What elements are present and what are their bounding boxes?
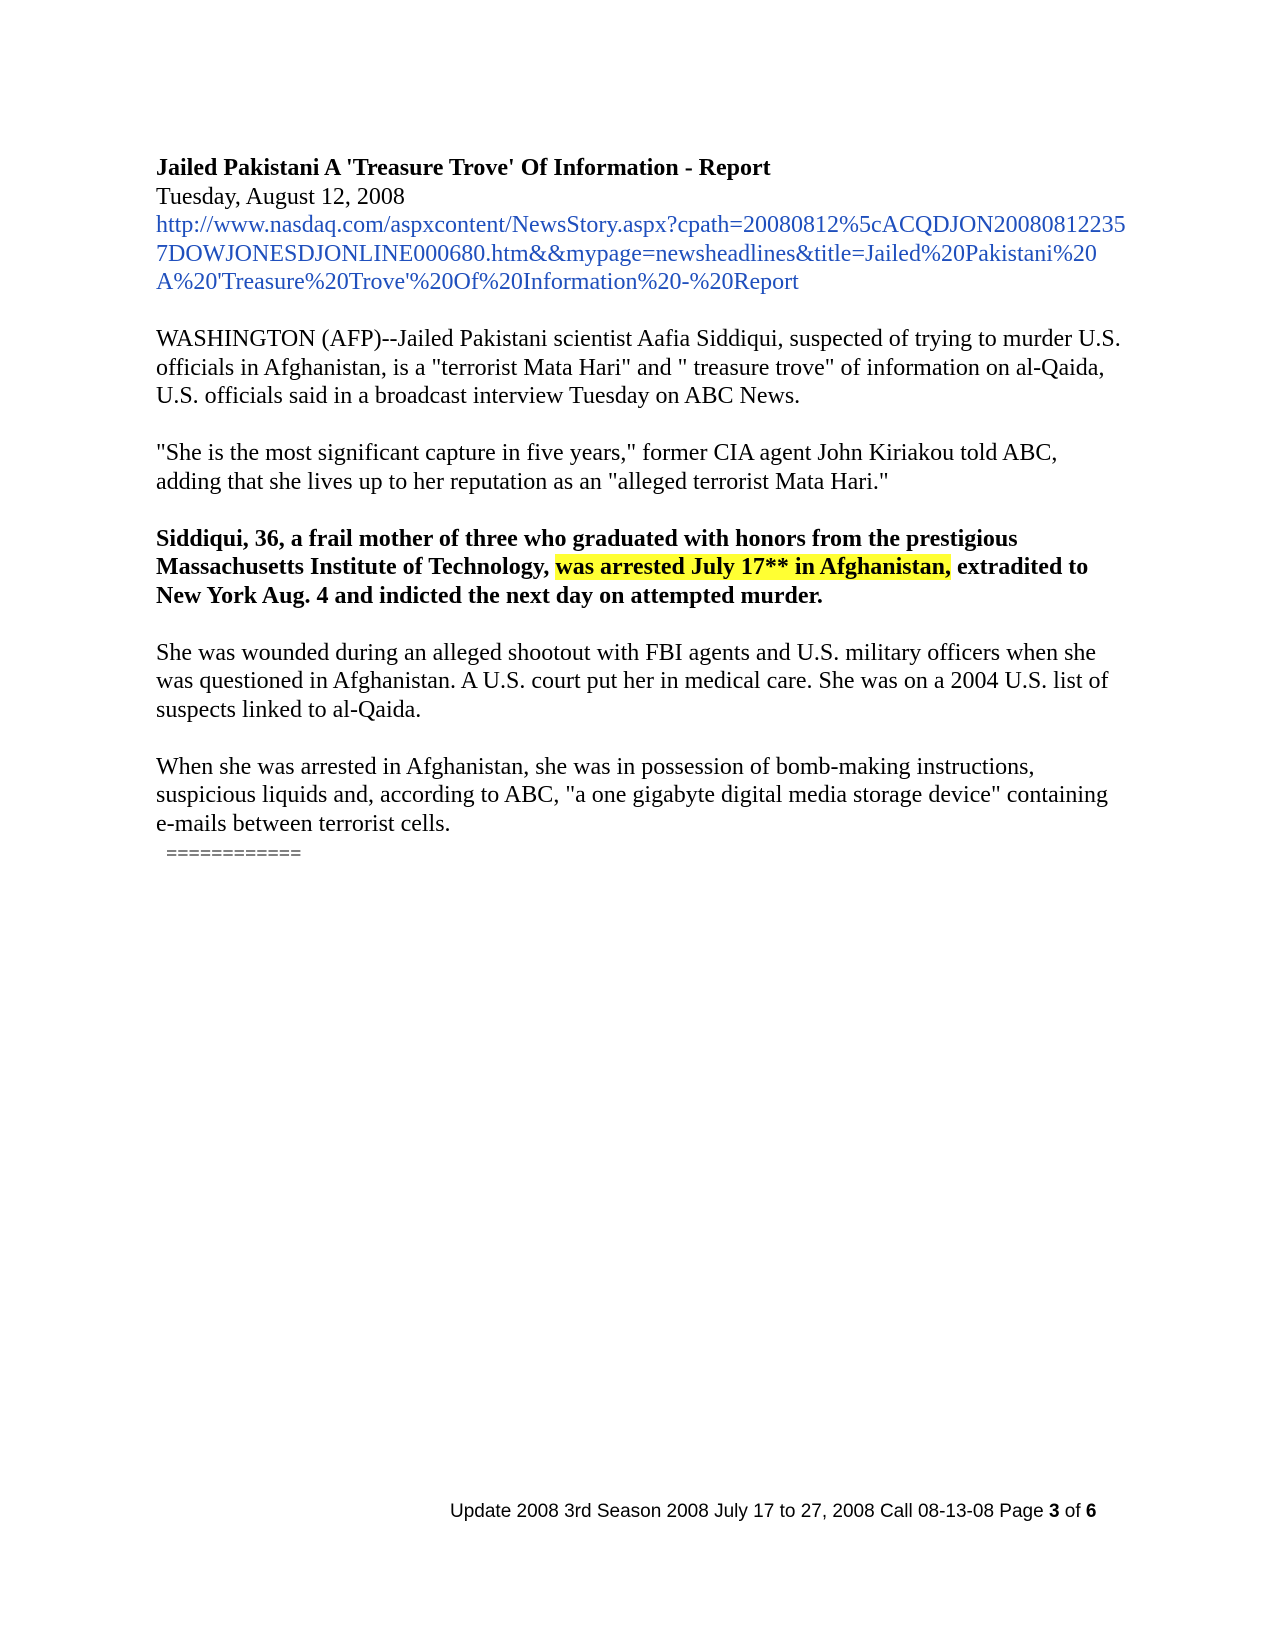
paragraph-5: When she was arrested in Afghanistan, she was in possession of bomb-making instructions, suspicious liquids and, according to ABC, "a one gigabyte digital media storage device" containing e-mails between terrorist cells. — [156, 753, 1109, 837]
footer-page-number: 3 — [1048, 1501, 1060, 1522]
paragraph-4: She was wounded during an alleged shootout with FBI agents and U.S. military officers when she was questioned in Afghanistan. A U.S. court put her in medical care. She was on a 2004 U.S. list of suspects linked to al-Qaida. — [156, 639, 1109, 723]
paragraph-3-tail: extradited to New York Aug. 4 and indicted the next day on attempted murder. — [156, 554, 1089, 609]
footer-of-label: of — [1059, 1501, 1086, 1522]
highlighted-text: was arrested July 17** in Afghanistan, — [555, 554, 951, 580]
footer-text: Update 2008 3rd Season 2008 July 17 to 27, 2008 Call 08-13-08 Page — [450, 1501, 1049, 1522]
footer-page-total: 6 — [1085, 1501, 1097, 1522]
paragraph-3-lead: Siddiqui, 36, a frail mother of three who graduated with honors from the prestigious Massachusetts Institute of Technology, — [156, 525, 1018, 580]
paragraph-3 — [156, 525, 1126, 611]
article-body — [156, 154, 1126, 864]
source-url-link[interactable]: http://www.nasdaq.com/aspxcontent/NewsStory.aspx?cpath=20080812%5cACQDJON200808122357DOWJONESDJONLINE000680.htm&&mypage=newsheadlines&title=Jailed%20Pakistani%20A%20'Treasure%20Trove'%20Of%20Information%20-%20Report — [156, 212, 1126, 295]
page-footer — [450, 1500, 1150, 1524]
article-date: Tuesday, August 12, 2008 — [156, 183, 405, 210]
paragraph-2: "She is the most significant capture in five years," former CIA agent John Kiriakou told ABC, adding that she lives up to her reputation as an "alleged terrorist Mata Hari." — [156, 440, 1058, 495]
paragraph-1: WASHINGTON (AFP)--Jailed Pakistani scientist Aafia Siddiqui, suspected of trying to murder U.S. officials in Afghanistan, is a "terrorist Mata Hari" and " treasure trove" of information on al-Qaida, U.S. officials said in a broadcast interview Tuesday on ABC News. — [156, 326, 1121, 409]
separator-line: ============ — [166, 843, 302, 865]
article-title: Jailed Pakistani A 'Treasure Trove' Of Information - Report — [156, 155, 771, 181]
